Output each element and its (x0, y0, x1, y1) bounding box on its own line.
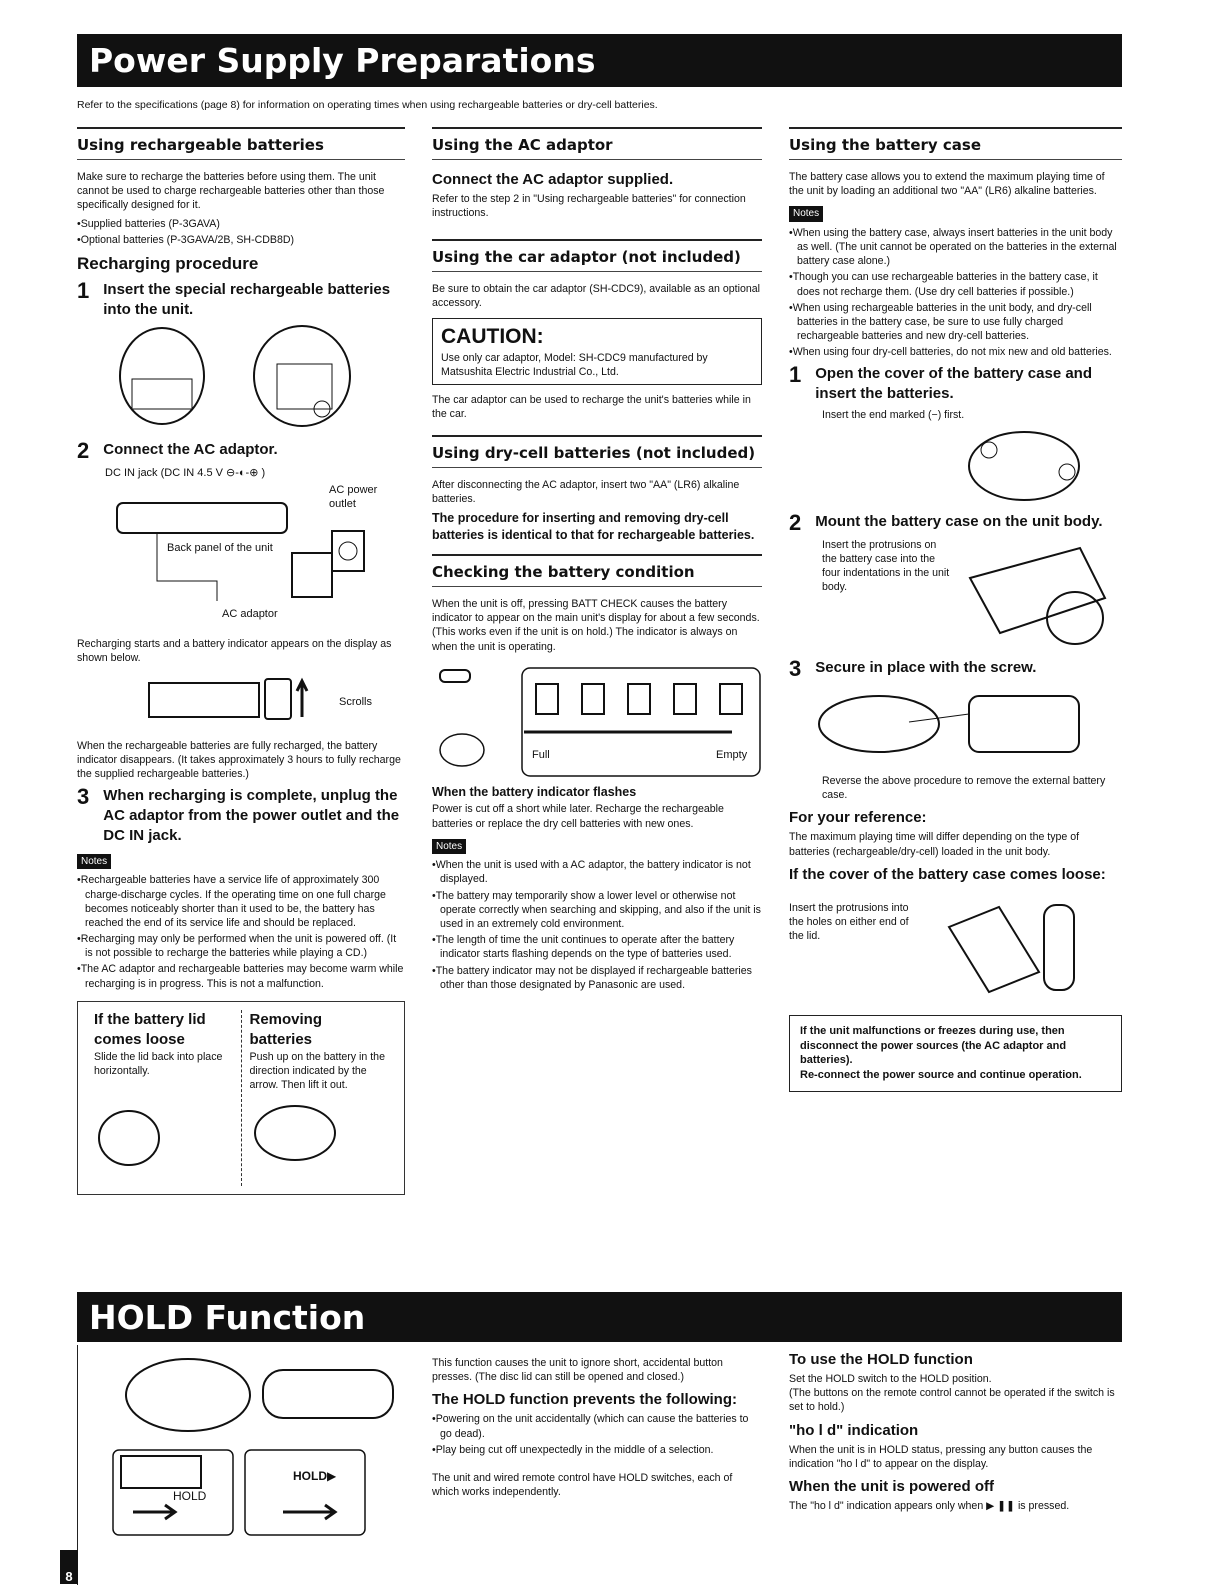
paragraph: The car adaptor can be used to recharge the unit's batteries while in the car. (432, 393, 751, 420)
paragraph: The battery case allows you to extend the maximum playing time of the unit by loading an additional two "AA" (LR6) alkaline batteries. (789, 171, 1105, 198)
notes-tag: Notes (77, 854, 111, 869)
hold-column-right (789, 1350, 1122, 1513)
paragraph: Reverse the above procedure to remove the external battery case. (822, 774, 1106, 802)
intro-text: Refer to the specifications (page 8) for information on operating times when using rechargeable batteries or dry-cell batteries. (77, 99, 658, 111)
section-heading: Using rechargeable batteries (77, 127, 405, 160)
subheading: Connect the AC adaptor supplied. (432, 171, 674, 189)
panel-text: Slide the lid back into place horizontally. (94, 1051, 223, 1078)
note: •The AC adaptor and rechargeable batteries may become warm while recharging is in progress. This is not a malfunction. (77, 963, 404, 990)
paragraph: Set the HOLD switch to the HOLD position. (789, 1373, 992, 1386)
step-text: Open the cover of the battery case and insert the batteries. (815, 364, 1092, 402)
step-number: 3 (789, 655, 802, 681)
paragraph: Be sure to obtain the car adaptor (SH-CDC9), available as an optional accessory. (432, 282, 760, 309)
note: •When using the battery case, always insert batteries in the unit body as well. (The unit cannot be operated on the batteries in the external battery case alone.) (789, 226, 1117, 268)
warning-text: If the unit malfunctions or freezes during use, then disconnect the power sources (the AC adaptor and batteries). (800, 1024, 1067, 1067)
bullet: •Play being cut off unexpectedly in the middle of a selection. (432, 1443, 714, 1456)
malfunction-warning-box (789, 1015, 1122, 1092)
bullet: •Powering on the unit accidentally (which can cause the batteries to go dead). (432, 1413, 749, 1440)
remove-figure (250, 1103, 340, 1163)
panel-heading: If the battery lid comes loose (94, 1010, 206, 1048)
paragraph: When the unit is off, pressing BATT CHECK causes the battery indicator to appear on the main unit's display for about a few seconds. (This works even if the unit is on hold.) The indicator is always on when the unit is operating. (432, 597, 760, 653)
note: •The battery indicator may not be displayed if rechargeable batteries other than those designated by Panasonic are used. (432, 964, 752, 991)
page-title: Power Supply Preparations (77, 34, 1122, 87)
bullet: •Supplied batteries (P-3GAVA) (77, 217, 220, 230)
paragraph: When the rechargeable batteries are fully recharged, the battery indicator disappears. (It takes approximately 3 hours to fully recharge the supplied rechargeable batteries.) (77, 740, 401, 781)
battery-insert-figure (77, 324, 405, 436)
note: •Rechargeable batteries have a service life of approximately 300 charge-discharge cycles. If the operating time on one full charge becomes noticeably shorter than it used to be, the battery has reached the end of its service life and should be replaced. (77, 874, 386, 929)
step-text: Connect the AC adaptor. (103, 440, 278, 458)
step-text: Insert the special rechargeable batteries into the unit. (103, 280, 391, 318)
display-drawing (147, 669, 347, 739)
ac-outlet-label: AC power outlet (329, 483, 378, 511)
mount-figure-row (789, 538, 1122, 654)
scrolls-label: Scrolls (339, 696, 373, 709)
column-adaptors (432, 127, 762, 994)
battery-indicator-figure (432, 660, 762, 778)
subheading: The HOLD function prevents the following: (432, 1391, 737, 1409)
subheading: When the unit is powered off (789, 1478, 994, 1496)
ac-adaptor-figure (77, 481, 405, 637)
note: •When the unit is used with a AC adaptor, the battery indicator is not displayed. (432, 859, 751, 886)
paragraph: Refer to the step 2 in "Using rechargeable batteries" for connection instructions. (432, 193, 746, 220)
removing-batteries-panel (242, 1010, 397, 1186)
step-3 (789, 655, 1122, 681)
step-number: 1 (789, 361, 802, 387)
step-number: 1 (77, 277, 90, 303)
mount-figure (960, 538, 1110, 650)
subheading: To use the HOLD function (789, 1351, 973, 1368)
full-label: Full (532, 748, 550, 761)
subheading: "ho l d" indication (789, 1421, 919, 1439)
note: •Though you can use rechargeable batteries in the battery case, it does not recharge them. (Use dry cell batteries if possible.) (789, 271, 1098, 298)
lid-loose-panel (86, 1010, 242, 1186)
note: •Recharging may only be performed when the unit is powered off. (It is not possible to recharge the batteries while playing a CD.) (77, 933, 397, 960)
hold-figure (65, 1345, 423, 1585)
section-heading: Checking the battery condition (432, 554, 762, 587)
subheading: For your reference: (789, 809, 927, 827)
section-heading: Using the car adaptor (not included) (432, 239, 762, 272)
step-text: Mount the battery case on the unit body. (815, 512, 1103, 530)
step-text: Secure in place with the screw. (815, 658, 1037, 676)
column-battery-case (789, 127, 1122, 1092)
step-number: 2 (789, 509, 802, 535)
step-2 (77, 437, 405, 463)
note: •When using rechargeable batteries in the unit body, and dry-cell batteries in the battery case, be sure to use fully charged rechargeable batteries and new dry-cell batteries. (789, 301, 1092, 343)
bullet: •Optional batteries (P-3GAVA/2B, SH-CDB8D) (77, 233, 295, 246)
step-text: When recharging is complete, unplug the AC adaptor from the power outlet and the DC IN jack. (103, 786, 400, 844)
paragraph: After disconnecting the AC adaptor, insert two "AA" (LR6) alkaline batteries. (432, 479, 740, 506)
back-panel-label: Back panel of the unit (167, 541, 273, 554)
panel-heading: Removing batteries (249, 1010, 323, 1048)
cover-figure-row (789, 887, 1122, 1005)
step-1 (77, 277, 405, 320)
step-note: Insert the protrusions on the battery case into the four indentations in the unit body. (822, 538, 950, 594)
paragraph: The "ho l d" indication appears only when ▶ ❚❚ is pressed. (789, 1500, 1070, 1513)
lid-figure (94, 1108, 164, 1168)
cover-note: Insert the protrusions into the holes on either end of the lid. (789, 901, 909, 943)
subheading: If the cover of the battery case comes loose: (789, 865, 1106, 883)
paragraph: When the unit is in HOLD status, pressing any button causes the indication "ho l d" to appear on the display. (789, 1443, 1093, 1470)
hold-section-title: HOLD Function (77, 1292, 1122, 1342)
notes-tag: Notes (789, 206, 823, 221)
note: •When using four dry-cell batteries, do not mix new and old batteries. (789, 346, 1112, 359)
lid-removal-box (77, 1001, 405, 1195)
warning-text: Re-connect the power source and continue operation. (800, 1069, 1082, 1082)
bold-paragraph: The procedure for inserting and removing dry-cell batteries is identical to that for rechargeable batteries. (432, 511, 755, 543)
ac-adaptor-label: AC adaptor (222, 607, 278, 620)
section-heading: Using the battery case (789, 127, 1122, 160)
paragraph: Recharging starts and a battery indicator appears on the display as shown below. (77, 637, 392, 664)
paragraph: Power is cut off a short while later. Recharge the rechargeable batteries or replace the dry cell batteries with new ones. (432, 803, 724, 830)
caution-title: CAUTION: (441, 325, 544, 349)
caution-text: Use only car adaptor, Model: SH-CDC9 manufactured by Matsushita Electric Industrial Co., Ltd. (441, 352, 708, 379)
caution-box (432, 318, 762, 385)
column-rechargeable (77, 127, 405, 1195)
paragraph: This function causes the unit to ignore short, accidental button presses. (The disc lid can still be opened and closed.) (432, 1357, 723, 1384)
note: •The battery may temporarily show a lower level or otherwise not operate correctly when searching and skipping, and also if the unit is used in an extremely cold environment. (432, 889, 761, 930)
step-2 (789, 509, 1122, 535)
subheading: Recharging procedure (77, 254, 259, 274)
empty-label: Empty (716, 748, 748, 761)
paragraph: Make sure to recharge the batteries before using them. The unit cannot be used to charge rechargeable batteries other than those specifically designed for it. (77, 171, 385, 212)
screw-figure (789, 684, 1122, 774)
subheading: When the battery indicator flashes (432, 784, 637, 799)
note: •The length of time the unit continues to operate after the battery indicator starts flashing depends on the type of batteries used. (432, 934, 735, 961)
step-number: 3 (77, 783, 90, 809)
hold-label-remote: HOLD▶ (293, 1469, 337, 1483)
battery-indicator-drawing (432, 660, 762, 778)
step-1 (789, 361, 1122, 404)
paragraph: (The buttons on the remote control cannot be operated if the switch is set to hold.) (789, 1387, 1115, 1414)
hold-switch-drawing (103, 1350, 433, 1540)
battery-case-open-figure (789, 422, 1122, 508)
scroll-indicator-figure (77, 669, 405, 739)
hold-label: HOLD (173, 1489, 207, 1503)
notes-tag: Notes (432, 839, 466, 854)
hold-column-middle (432, 1356, 762, 1503)
panel-text: Push up on the battery in the direction indicated by the arrow. Then lift it out. (249, 1051, 385, 1092)
step-3 (77, 783, 405, 846)
section-heading: Using the AC adaptor (432, 127, 762, 160)
paragraph: The unit and wired remote control have HOLD switches, each of which works independently. (432, 1472, 733, 1499)
step-number: 2 (77, 437, 90, 463)
cover-figure (929, 887, 1109, 1003)
dc-in-label: DC IN jack (DC IN 4.5 V ⊖-◐-⊕ ) (105, 466, 266, 479)
paragraph: The maximum playing time will differ depending on the type of batteries (rechargeable/dry-cell) loaded in the unit body. (789, 831, 1080, 858)
section-heading: Using dry-cell batteries (not included) (432, 435, 762, 468)
step-note: Insert the end marked (−) first. (822, 408, 965, 421)
page-number: 8 (60, 1550, 78, 1584)
